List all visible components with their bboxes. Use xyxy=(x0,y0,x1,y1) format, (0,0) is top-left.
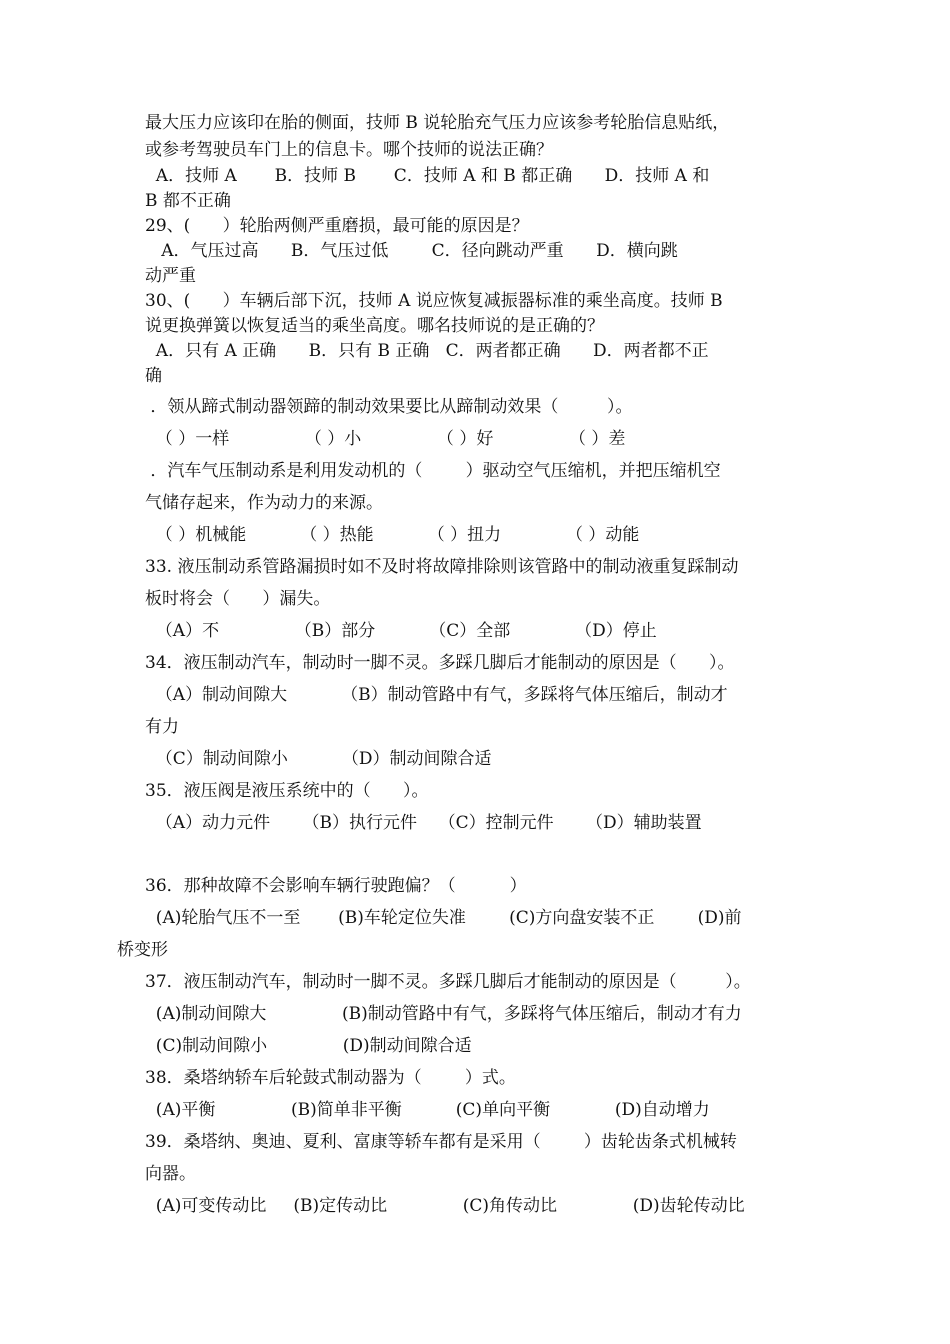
text-line: (A)轮胎气压不一至 (B)车轮定位失准 (C)方向盘安装不正 (D)前 xyxy=(145,908,742,928)
question-39: 39．桑塔纳、奥迪、夏利、富康等轿车都有是采用（ ）齿轮齿条式机械转 xyxy=(145,1132,737,1152)
text-line: 最大压力应该印在胎的侧面，技师 B 说轮胎充气压力应该参考轮胎信息贴纸， xyxy=(145,113,730,133)
text-line: 向器。 xyxy=(145,1164,196,1184)
text-line: (A)平衡 (B)简单非平衡 (C)单向平衡 (D)自动增力 xyxy=(145,1100,710,1120)
question-37: 37．液压制动汽车，制动时一脚不灵。多踩几脚后才能制动的原因是（ ）。 xyxy=(145,972,751,992)
question-36: 36．那种故障不会影响车辆行驶跑偏？（ ） xyxy=(145,876,527,896)
text-line: A．只有 A 正确 B．只有 B 正确 C．两者都正确 D．两者都不正 xyxy=(145,341,709,361)
text-line: (A)可变传动比 (B)定传动比 (C)角传动比 (D)齿轮传动比 xyxy=(145,1196,745,1216)
text-line: （C）制动间隙小 （D）制动间隙合适 xyxy=(145,749,492,769)
text-line: （ ）机械能 （ ）热能 （ ）扭力 （ ）动能 xyxy=(145,525,640,545)
question-32: ．汽车气压制动系是利用发动机的（ ）驱动空气压缩机，并把压缩机空 xyxy=(145,461,721,481)
text-line: 桥变形 xyxy=(117,940,168,960)
question-35: 35．液压阀是液压系统中的（ ）。 xyxy=(145,781,429,801)
question-33: 33. 液压制动系管路漏损时如不及时将故障排除则该管路中的制动液重复踩制动 xyxy=(145,557,739,577)
question-29: 29、( ）轮胎两侧严重磨损，最可能的原因是？ xyxy=(145,216,529,236)
text-line: 或参考驾驶员车门上的信息卡。哪个技师的说法正确？ xyxy=(145,140,553,160)
text-line: 动严重 xyxy=(145,266,196,286)
text-line: A．技师 A B．技师 B C．技师 A 和 B 都正确 D．技师 A 和 xyxy=(145,166,710,186)
question-34: 34．液压制动汽车，制动时一脚不灵。多踩几脚后才能制动的原因是（ ）。 xyxy=(145,653,735,673)
text-line: B 都不正确 xyxy=(145,191,231,211)
text-line: （A）不 （B）部分 （C）全部 （D）停止 xyxy=(145,621,657,641)
text-line: A．气压过高 B．气压过低 C．径向跳动严重 D．横向跳 xyxy=(145,241,678,261)
question-30: 30、( ）车辆后部下沉，技师 A 说应恢复减振器标准的乘坐高度。技师 B xyxy=(145,291,723,311)
question-38: 38．桑塔纳轿车后轮鼓式制动器为（ ）式。 xyxy=(145,1068,516,1088)
text-line: 有力 xyxy=(145,717,179,737)
text-line: 确 xyxy=(145,366,162,386)
text-line: (C)制动间隙小 (D)制动间隙合适 xyxy=(145,1036,472,1056)
text-line: 说更换弹簧以恢复适当的乘坐高度。哪名技师说的是正确的？ xyxy=(145,316,604,336)
text-line: （A）动力元件 （B）执行元件 （C）控制元件 （D）辅助装置 xyxy=(145,813,702,833)
text-line: （A）制动间隙大 （B）制动管路中有气，多踩将气体压缩后，制动才 xyxy=(145,685,728,705)
text-line: (A)制动间隙大 (B)制动管路中有气，多踩将气体压缩后，制动才有力 xyxy=(145,1004,742,1024)
text-line: 板时将会（ ）漏失。 xyxy=(145,589,331,609)
text-line: 气储存起来，作为动力的来源。 xyxy=(145,493,383,513)
question-31: ．领从蹄式制动器领蹄的制动效果要比从蹄制动效果（ ）。 xyxy=(145,397,633,417)
text-line: （ ）一样 （ ）小 （ ）好 （ ）差 xyxy=(145,429,626,449)
